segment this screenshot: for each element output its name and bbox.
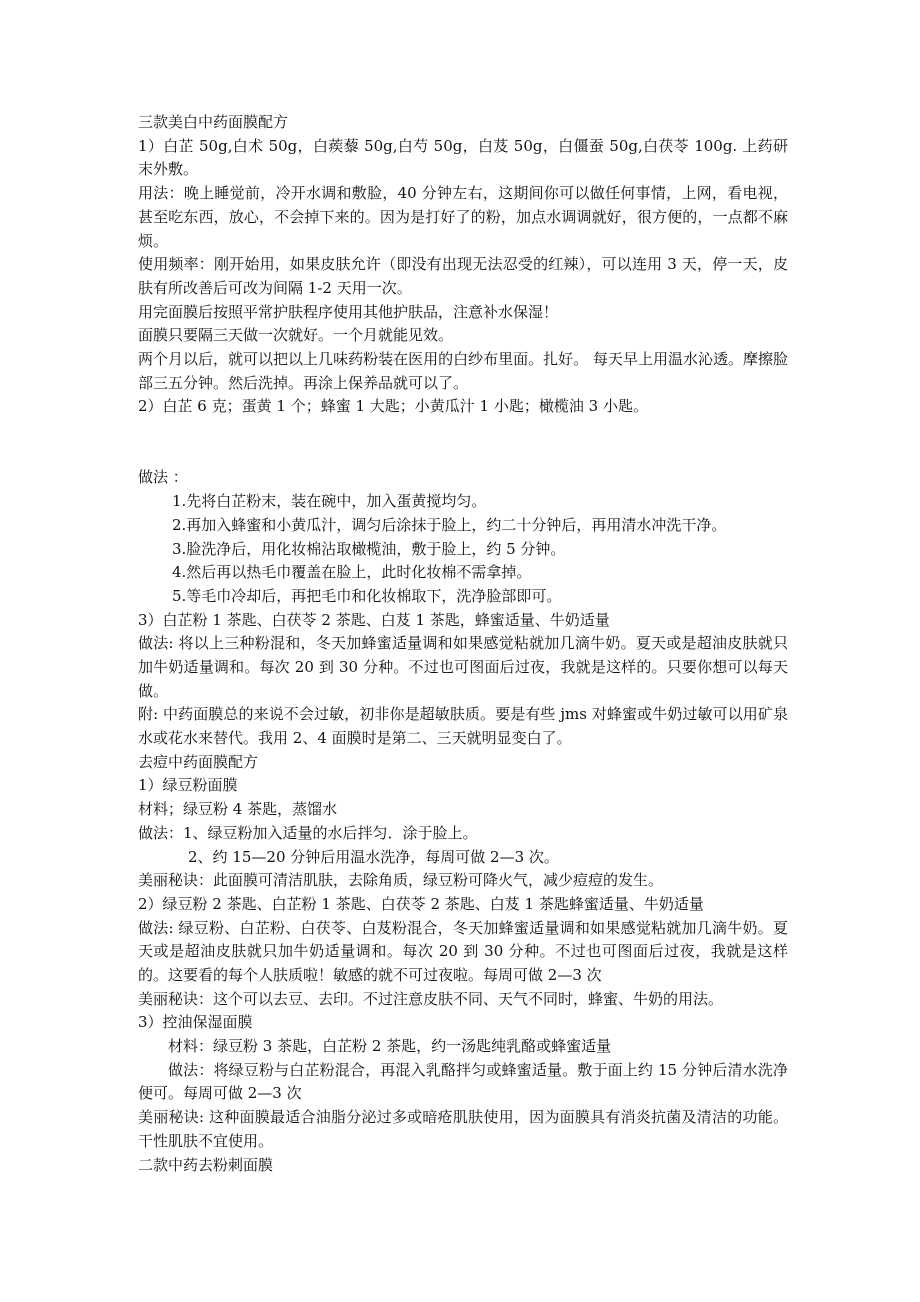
acne-recipe-2-method: 做法: 绿豆粉、白芷粉、白茯苓、白芨粉混合，冬天加蜂蜜适量调和如果感觉粘就加几滴牛奶。夏天或是超油皮肤就只加牛奶适量调和。每次 20 到 30 分种。不过也可图面后过夜，我就是这样的。这要看的每个人肤质啦！敏感的就不可过夜啦。每周可做 2—3 次: [138, 918, 788, 985]
spacer: [138, 419, 788, 466]
acne-recipe-2-tip: 美丽秘诀：这个可以去豆、去印。不过注意皮肤不同、天气不同时，蜂蜜、牛奶的用法。: [138, 989, 724, 1008]
acne-recipe-3-materials: 材料：绿豆粉 3 茶匙，白芷粉 2 茶匙，约一汤匙纯乳酪或蜂蜜适量: [168, 1037, 612, 1056]
acne-recipe-2-ingredients: 2）绿豆粉 2 茶匙、白芷粉 1 茶匙、白茯苓 2 茶匙、白芨 1 茶匙蜂蜜适量、牛奶适量: [138, 894, 704, 913]
section-title-blackhead: 二款中药去粉刺面膜: [138, 1155, 274, 1174]
acne-recipe-3-title: 3）控油保湿面膜: [138, 1013, 253, 1032]
acne-recipe-1-method-1: 做法：1、绿豆粉加入适量的水后拌匀．涂于脸上。: [138, 823, 478, 842]
method-step: 2.再加入蜂蜜和小黄瓜汁，调匀后涂抹于脸上，约二十分钟后，再用清水冲洗干净。: [172, 515, 727, 534]
acne-recipe-3-tip: 美丽秘诀: 这种面膜最适合油脂分泌过多或暗疮肌肤使用，因为面膜具有消炎抗菌及清洁的功能。干性肌肤不宜使用。: [138, 1108, 788, 1150]
acne-recipe-1-tip: 美丽秘诀：此面膜可清洁肌肤，去除角质，绿豆粉可降火气，减少痘痘的发生。: [138, 871, 664, 890]
recipe-1-usage: 用法：晚上睡觉前，冷开水调和敷脸，40 分钟左右，这期间你可以做任何事情，上网，看电视，甚至吃东西，放心，不会掉下来的。因为是打好了的粉，加点水调调就好，很方便的，一点都不麻烦。: [138, 184, 788, 250]
acne-recipe-3-method: 做法：将绿豆粉与白芷粉混合，再混入乳酪拌匀或蜂蜜适量。敷于面上约 15 分钟后清水洗净便可。每周可做 2—3 次: [138, 1060, 788, 1103]
document-page: [138, 111, 788, 1177]
section-title-acne: 去痘中药面膜配方: [138, 752, 259, 771]
method-label: 做法 ：: [138, 468, 188, 487]
allergy-note: 附: 中药面膜总的来说不会过敏，初非你是超敏肤质。要是有些 jms 对蜂蜜或牛奶过敏可以用矿泉水或花水来替代。我用 2、4 面膜时是第二、三天就明显变白了。: [138, 705, 788, 748]
recipe-3-method: 做法: 将以上三种粉混和，冬天加蜂蜜适量调和如果感觉粘就加几滴牛奶。夏天或是超油皮肤就只加牛奶适量调和。每次 20 到 30 分种。不过也可图面后过夜，我就是这样的。只要你想可以每天做。: [138, 634, 788, 700]
recipe-1-interval: 面膜只要隔三天做一次就好。一个月就能见效。: [138, 326, 454, 345]
method-step: 3.脸洗净后，用化妆棉沾取橄榄油，敷于脸上，约 5 分钟。: [172, 539, 566, 558]
section-title-whitening: 三款美白中药面膜配方: [138, 113, 289, 131]
acne-recipe-1-method-2: 2、约 15—20 分钟后用温水洗净，每周可做 2—3 次。: [188, 847, 559, 866]
recipe-1-frequency: 使用频率：刚开始用，如果皮肤允许（即没有出现无法忍受的红辣），可以连用 3 天，停一天，皮肤有所改善后可改为间隔 1-2 天用一次。: [138, 255, 788, 297]
recipe-1-gauze-method: 两个月以后，就可以把以上几味药粉装在医用的白纱布里面。扎好。 每天早上用温水沁透。摩擦脸部三五分钟。然后洗掉。再涂上保养品就可以了。: [138, 349, 788, 392]
recipe-1-aftercare: 用完面膜后按照平常护肤程序使用其他护肤品，注意补水保湿！: [138, 302, 559, 321]
method-step: 1.先将白芷粉末，装在碗中，加入蛋黄搅均匀。: [172, 492, 487, 511]
recipe-1-ingredients: 1）白芷 50g,白术 50g，白蒺藜 50g,白芍 50g，白芨 50g，白僵蚕 50g,白茯苓 100g. 上药研末外敷。: [138, 136, 788, 179]
recipe-3-ingredients: 3）白芷粉 1 茶匙、白茯苓 2 茶匙、白芨 1 茶匙，蜂蜜适量、牛奶适量: [138, 610, 610, 629]
method-step: 5.等毛巾冷却后，再把毛巾和化妆棉取下，洗净脸部即可。: [172, 586, 562, 605]
acne-recipe-1-materials: 材料；绿豆粉 4 茶匙，蒸馏水: [138, 800, 338, 819]
recipe-2-ingredients: 2）白芷 6 克；蛋黄 1 个；蜂蜜 1 大匙；小黄瓜汁 1 小匙；橄榄油 3 小匙。: [138, 397, 648, 416]
method-step: 4.然后再以热毛巾覆盖在脸上，此时化妆棉不需拿掉。: [172, 563, 532, 582]
acne-recipe-1-title: 1）绿豆粉面膜: [138, 776, 238, 795]
